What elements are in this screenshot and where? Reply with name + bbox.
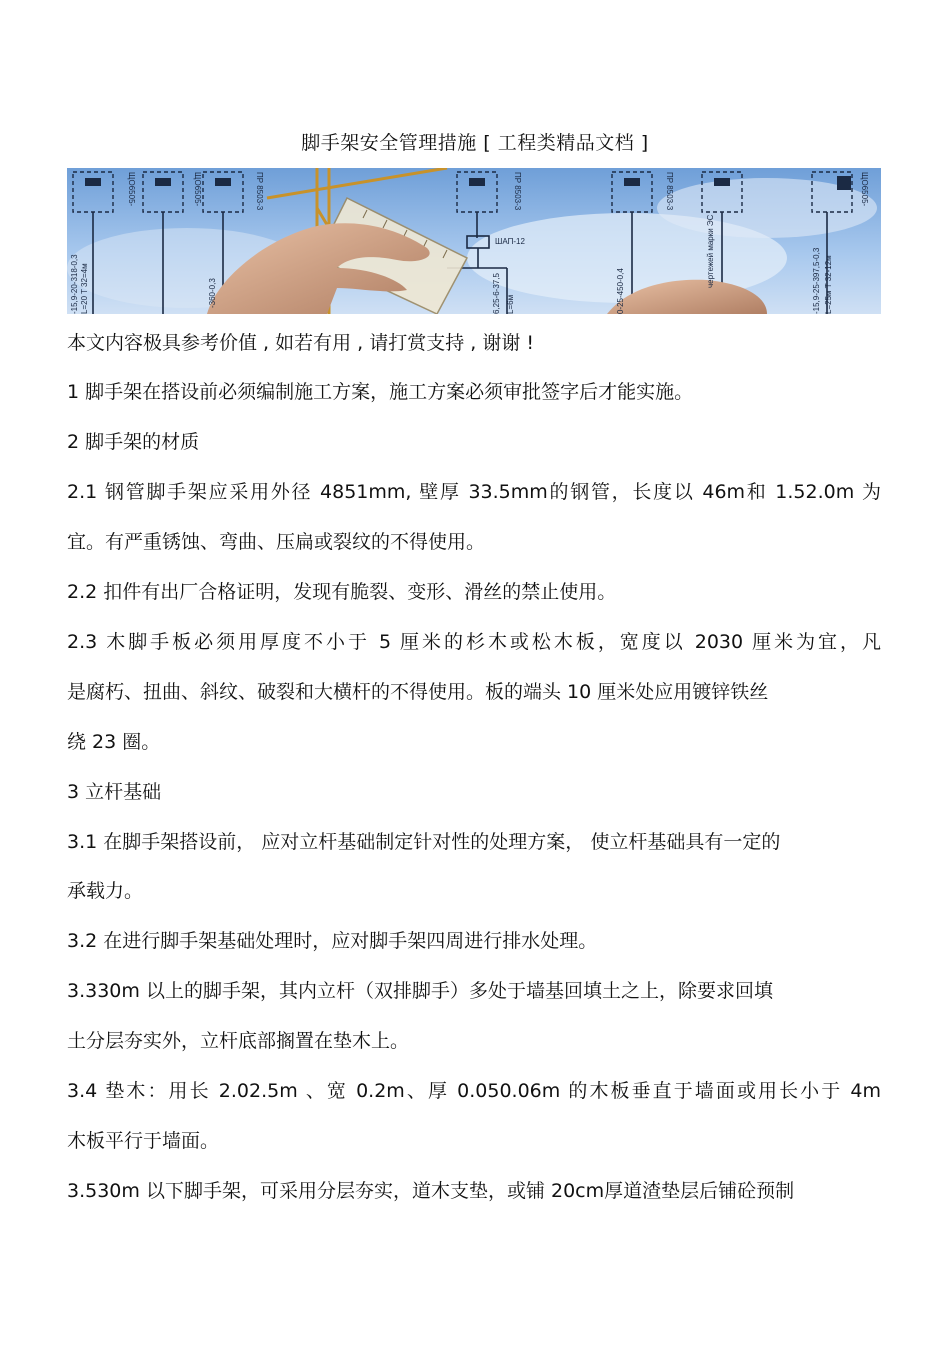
body-line: 绕 23 圈。 [67, 731, 161, 753]
body-line: 2.3 木脚手板必须用厚度不小于 5 厘米的杉木或松木板，宽度以 2030 厘米为宜，凡 [67, 631, 881, 653]
banner-label: ЩО6505- [860, 172, 869, 207]
body-line: 2.1 钢管脚手架应采用外径 4851mm, 壁厚 33.5mm的钢管，长度以 46m和 1.52.0m 为 [67, 481, 881, 503]
banner-label: L=6м [506, 294, 515, 314]
body-line: 承载力。 [67, 880, 144, 902]
banner-label: ПР 8503-3 [513, 172, 522, 211]
intro-line: 本文内容极具参考价值 , 如若有用 , 请打赏支持 , 谢谢 ! [67, 332, 535, 354]
body-line: 3.1 在脚手架搭设前， 应对立杆基础制定针对性的处理方案， 使立杆基础具有一定的 [67, 831, 781, 853]
banner-label: 0-25-450-0,4 [616, 268, 625, 314]
banner-label: ЩО6505- [193, 172, 202, 207]
section-heading: 3 立杆基础 [67, 781, 162, 803]
banner-label: -15,9-25-397,5-0,3 [812, 247, 821, 314]
body-line: 1 脚手架在搭设前必须编制施工方案，施工方案必须审批签字后才能实施。 [67, 381, 694, 403]
banner-label: ПР 8503-3 [665, 172, 674, 211]
body-line: 是腐朽、扭曲、斜纹、破裂和大横杆的不得使用。板的端头 10 厘米处应用镀锌铁丝 [67, 681, 769, 703]
banner-label: ЩО6505- [127, 172, 136, 207]
banner-label: ШАП-12 [495, 237, 525, 246]
body-line: 宜。有严重锈蚀、弯曲、压扁或裂纹的不得使用。 [67, 531, 486, 553]
body-line: 2.2 扣件有出厂合格证明，发现有脆裂、变形、滑丝的禁止使用。 [67, 581, 617, 603]
banner-label: L=25м T 32-12м [824, 255, 833, 314]
banner-label: -15,9-20-318-0,3 [70, 254, 79, 314]
banner-label: чертежей марки ЭС [706, 214, 715, 288]
body-line: 3.530m 以下脚手架，可采用分层夯实，道木支垫，或铺 20cm厚道渣垫层后铺砼预制 [67, 1180, 795, 1202]
banner-image [67, 168, 881, 314]
document-title: 脚手架安全管理措施 [ 工程类精品文档 ] [301, 132, 649, 154]
body-line: 土分层夯实外，立杆底部搁置在垫木上。 [67, 1030, 410, 1052]
body-line: 3.2 在进行脚手架基础处理时，应对脚手架四周进行排水处理。 [67, 930, 598, 952]
body-line: 木板平行于墙面。 [67, 1130, 220, 1152]
banner-label: L=20 T 32=4м [80, 263, 89, 314]
banner-label: -360-0,3 [208, 278, 217, 308]
banner-label: ПР 8503-3 [255, 172, 264, 211]
body-line: 3.330m 以上的脚手架，其内立杆（双排脚手）多处于墙基回填土之上，除要求回填 [67, 980, 773, 1002]
banner-label: 6,25-6-37,5 [492, 273, 501, 314]
body-line: 3.4 垫木：用长 2.02.5m 、宽 0.2m、厚 0.050.06m 的木板垂直于墙面或用长小于 4m [67, 1080, 881, 1102]
section-heading: 2 脚手架的材质 [67, 431, 200, 453]
